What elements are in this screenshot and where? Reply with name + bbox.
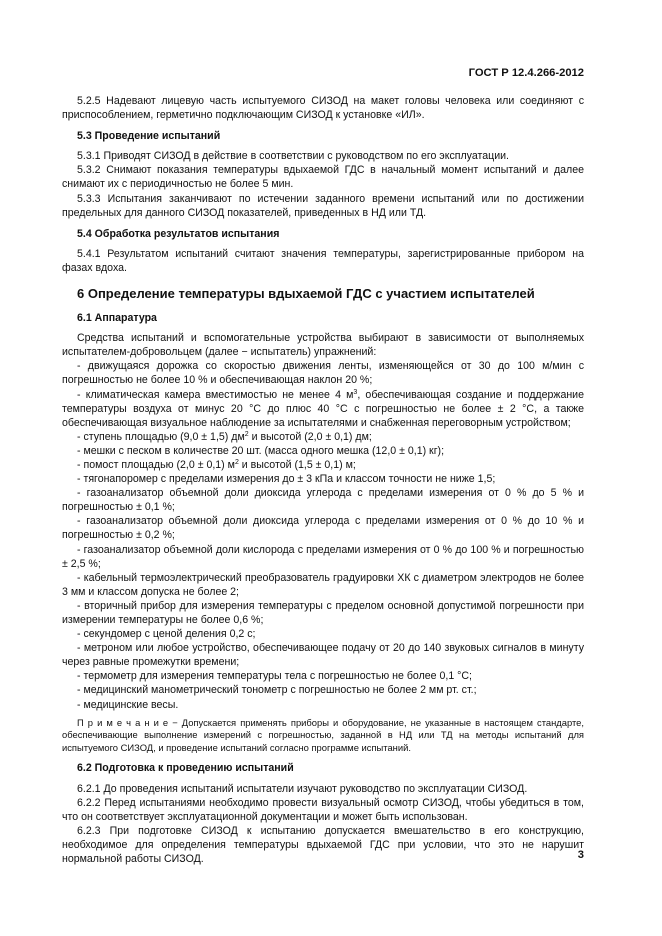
- paragraph: - движущаяся дорожка со скоростью движения ленты, изменяющейся от 30 до 100 м/мин с погрешностью не более 10 % и обеспечивающая наклон 20 %;: [62, 360, 584, 387]
- paragraph: - вторичный прибор для измерения температуры с пределом основной допустимой погрешности при измерении температуры не более 0,6 %;: [62, 599, 584, 626]
- paragraph: - секундомер с ценой деления 0,2 с;: [77, 628, 256, 641]
- paragraph: [62, 430, 584, 444]
- paragraph: - метроном или любое устройство, обеспечивающее подачу от 20 до 140 звуковых сигналов в минуту через равные промежутки времени;: [62, 642, 584, 669]
- section-heading: 5.3 Проведение испытаний: [77, 130, 221, 143]
- paragraph: 6.2.1 До проведения испытаний испытатели изучают руководство по эксплуатации СИЗОД.: [77, 782, 528, 795]
- paragraph-text: - ступень площадью (9,0 ± 1,5) дм: [77, 430, 245, 443]
- superscript: 3: [353, 388, 358, 396]
- paragraph: 5.3.2 Снимают показания температуры вдыхаемой ГДС в начальный момент испытаний и далее снимают их с периодичностью не более 5 мин.: [62, 164, 584, 191]
- paragraph: - медицинские весы.: [77, 698, 179, 711]
- paragraph: [62, 458, 584, 472]
- document-body: [62, 94, 584, 866]
- paragraph: - медицинский манометрический тонометр с погрешностью не более 2 мм рт. ст.;: [77, 684, 477, 697]
- paragraph: - тягонапоромер с пределами измерения до ± 3 кПа и классом точности не ниже 1,5;: [77, 473, 496, 486]
- page-number: 3: [577, 849, 584, 861]
- chapter-heading: 6 Определение температуры вдыхаемой ГДС с участием испытателей: [77, 286, 535, 302]
- superscript: 2: [244, 430, 249, 438]
- section-heading: 5.4 Обработка результатов испытания: [77, 227, 280, 240]
- paragraph-text: и высотой (2,0 ± 0,1) дм;: [248, 430, 372, 443]
- document-header: ГОСТ Р 12.4.266-2012: [468, 67, 584, 79]
- paragraph-text: и высотой (1,5 ± 0,1) м;: [238, 458, 356, 471]
- paragraph: 6.2.2 Перед испытаниями необходимо провести визуальный осмотр СИЗОД, чтобы убедиться в том, что он соответствует эксплуатационной документации и может быть использован.: [62, 796, 584, 823]
- paragraph: - термометр для измерения температуры тела с погрешностью не более 0,1 °С;: [77, 670, 473, 683]
- paragraph: 6.2.3 При подготовке СИЗОД к испытанию допускается вмешательство в его конструкцию, необходимое для определения температуры вдыхаемой ГДС при условии, что это не нарушит нормальной работы СИЗОД.: [62, 824, 584, 865]
- section-heading: 6.1 Аппаратура: [77, 312, 157, 325]
- section-heading: 6.2 Подготовка к проведению испытаний: [77, 762, 294, 775]
- paragraph-text: - климатическая камера вместимостью не менее 4 м: [77, 388, 354, 401]
- paragraph: [62, 388, 584, 430]
- paragraph: Средства испытаний и вспомогательные устройства выбирают в зависимости от выполняемых испытателем-добровольцем (далее − испытатель) упражнений:: [62, 332, 584, 359]
- paragraph: - газоанализатор объемной доли диоксида углерода с пределами измерения от 0 % до 5 % и погрешностью ± 0,1 %;: [62, 487, 584, 514]
- paragraph: 5.2.5 Надевают лицевую часть испытуемого СИЗОД на макет головы человека или соединяют с приспособлением, герметично подключающим СИЗОД к установке «ИЛ».: [62, 95, 584, 122]
- paragraph: 5.4.1 Результатом испытаний считают значения температуры, зарегистрированные прибором на фазах вдоха.: [62, 247, 584, 274]
- paragraph: 5.3.3 Испытания заканчивают по истечении заданного времени испытаний или по достижении предельных для данного СИЗОД показателей, приведенных в НД или ТД.: [62, 192, 584, 219]
- paragraph: - газоанализатор объемной доли кислорода с пределами измерения от 0 % до 100 % и погрешностью ± 2,5 %;: [62, 543, 584, 570]
- paragraph: - мешки с песком в количестве 20 шт. (масса одного мешка (12,0 ± 0,1) кг);: [77, 444, 445, 457]
- paragraph: - газоанализатор объемной доли диоксида углерода с пределами измерения от 0 % до 10 % и погрешностью ± 0,2 %;: [62, 515, 584, 542]
- superscript: 2: [234, 458, 239, 466]
- paragraph-text: , обеспечивающая создание и поддержание температуры воздуха от минус 20 °С до плюс 40 °С с погрешностью не более ± 2 °С, а также обеспечивающая визуальное наблюдение за испытателями и снабженная переговорным устройством;: [62, 388, 584, 429]
- note-paragraph: П р и м е ч а н и е − Допускается применять приборы и оборудование, не указанные в настоящем стандарте, обеспечивающие выполнение измерений с погрешностью, заданной в НД или ТД на методы испытаний для испытуемого СИЗОД, и проведение испытаний согласно программе испытаний.: [62, 716, 584, 753]
- paragraph-text: - помост площадью (2,0 ± 0,1) м: [77, 458, 235, 471]
- paragraph: - кабельный термоэлектрический преобразователь градуировки ХК с диаметром электродов не более 3 мм и классом допуска не более 2;: [62, 571, 584, 598]
- paragraph: 5.3.1 Приводят СИЗОД в действие в соответствии с руководством по его эксплуатации.: [77, 150, 509, 163]
